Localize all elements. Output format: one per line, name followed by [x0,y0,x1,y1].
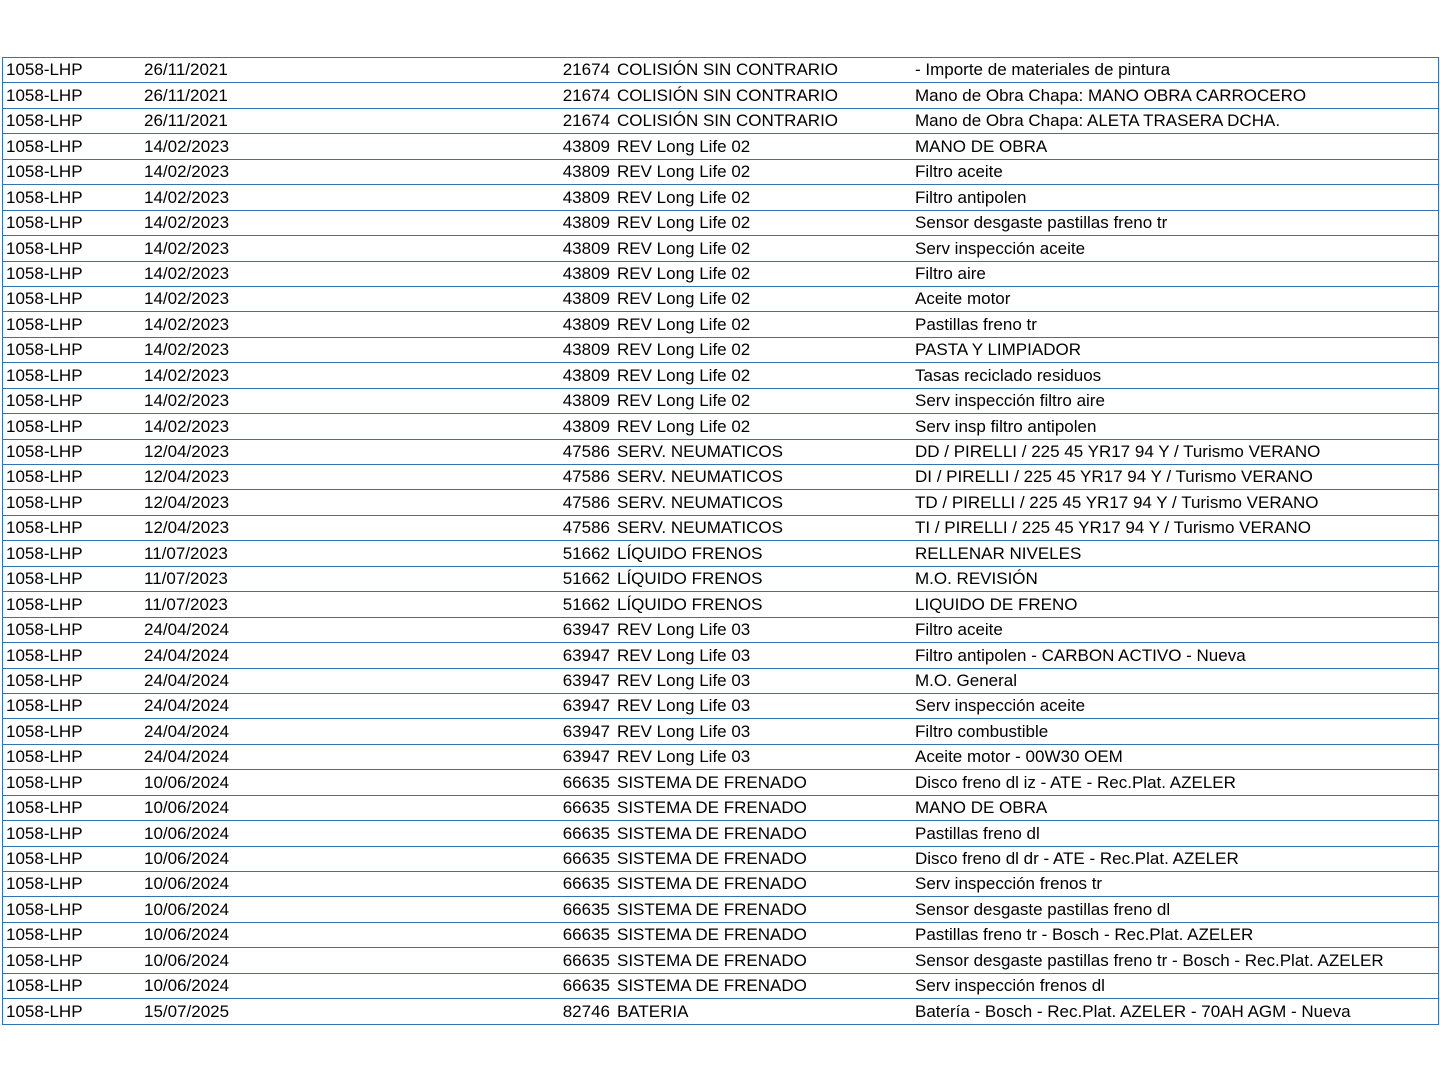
order-number-cell: 21674 [553,58,610,83]
description-cell: TI / PIRELLI / 225 45 YR17 94 Y / Turismo VERANO [915,515,1439,540]
service-type-cell: SISTEMA DE FRENADO [610,872,915,897]
date-cell: 12/04/2023 [144,465,553,490]
description-cell: Aceite motor [915,286,1439,311]
plate-cell: 1058-LHP [3,414,145,439]
table-row [3,337,1439,362]
table-row [3,159,1439,184]
plate-cell: 1058-LHP [3,363,145,388]
plate-cell: 1058-LHP [3,948,145,973]
date-cell: 24/04/2024 [144,719,553,744]
table-row [3,693,1439,718]
service-type-cell: REV Long Life 03 [610,617,915,642]
order-number-cell: 66635 [553,846,610,871]
service-type-cell: REV Long Life 02 [610,286,915,311]
order-number-cell: 43809 [553,337,610,362]
plate-cell: 1058-LHP [3,541,145,566]
service-type-cell: REV Long Life 02 [610,337,915,362]
order-number-cell: 43809 [553,236,610,261]
plate-cell: 1058-LHP [3,465,145,490]
description-cell: Pastillas freno dl [915,821,1439,846]
plate-cell: 1058-LHP [3,236,145,261]
table-row [3,999,1439,1024]
plate-cell: 1058-LHP [3,897,145,922]
order-number-cell: 47586 [553,515,610,540]
plate-cell: 1058-LHP [3,439,145,464]
description-cell: Pastillas freno tr [915,312,1439,337]
table-row [3,108,1439,133]
service-type-cell: REV Long Life 02 [610,414,915,439]
order-number-cell: 63947 [553,693,610,718]
description-cell: Serv inspección frenos tr [915,872,1439,897]
description-cell: Batería - Bosch - Rec.Plat. AZELER - 70AH AGM - Nueva [915,999,1439,1024]
description-cell: DI / PIRELLI / 225 45 YR17 94 Y / Turismo VERANO [915,465,1439,490]
table-row [3,515,1439,540]
table-row [3,846,1439,871]
order-number-cell: 43809 [553,185,610,210]
table-row [3,363,1439,388]
service-type-cell: REV Long Life 03 [610,744,915,769]
service-type-cell: REV Long Life 02 [610,388,915,413]
table-row [3,566,1439,591]
date-cell: 14/02/2023 [144,134,553,159]
date-cell: 26/11/2021 [144,83,553,108]
date-cell: 14/02/2023 [144,286,553,311]
table-row [3,261,1439,286]
order-number-cell: 43809 [553,388,610,413]
date-cell: 24/04/2024 [144,643,553,668]
service-type-cell: REV Long Life 02 [610,261,915,286]
order-number-cell: 66635 [553,872,610,897]
date-cell: 12/04/2023 [144,439,553,464]
order-number-cell: 51662 [553,566,610,591]
plate-cell: 1058-LHP [3,770,145,795]
plate-cell: 1058-LHP [3,668,145,693]
description-cell: Disco freno dl iz - ATE - Rec.Plat. AZELER [915,770,1439,795]
order-number-cell: 66635 [553,948,610,973]
service-type-cell: REV Long Life 02 [610,185,915,210]
table-body [3,58,1439,1025]
date-cell: 10/06/2024 [144,770,553,795]
service-type-cell: SISTEMA DE FRENADO [610,821,915,846]
table-row [3,490,1439,515]
date-cell: 10/06/2024 [144,872,553,897]
description-cell: Mano de Obra Chapa: ALETA TRASERA DCHA. [915,108,1439,133]
service-type-cell: SISTEMA DE FRENADO [610,795,915,820]
order-number-cell: 63947 [553,719,610,744]
description-cell: Serv insp filtro antipolen [915,414,1439,439]
plate-cell: 1058-LHP [3,846,145,871]
plate-cell: 1058-LHP [3,134,145,159]
description-cell: Serv inspección frenos dl [915,973,1439,998]
description-cell: DD / PIRELLI / 225 45 YR17 94 Y / Turismo VERANO [915,439,1439,464]
description-cell: Filtro antipolen - CARBON ACTIVO - Nueva [915,643,1439,668]
date-cell: 10/06/2024 [144,948,553,973]
table-row [3,643,1439,668]
service-type-cell: SISTEMA DE FRENADO [610,897,915,922]
plate-cell: 1058-LHP [3,999,145,1024]
order-number-cell: 63947 [553,668,610,693]
service-type-cell: REV Long Life 02 [610,312,915,337]
table-row [3,922,1439,947]
table-row [3,668,1439,693]
description-cell: LIQUIDO DE FRENO [915,592,1439,617]
order-number-cell: 47586 [553,465,610,490]
service-type-cell: SERV. NEUMATICOS [610,439,915,464]
date-cell: 24/04/2024 [144,617,553,642]
date-cell: 10/06/2024 [144,846,553,871]
plate-cell: 1058-LHP [3,617,145,642]
service-type-cell: COLISIÓN SIN CONTRARIO [610,58,915,83]
service-type-cell: REV Long Life 03 [610,719,915,744]
table-row [3,286,1439,311]
order-number-cell: 51662 [553,541,610,566]
table-row [3,236,1439,261]
date-cell: 24/04/2024 [144,668,553,693]
description-cell: MANO DE OBRA [915,134,1439,159]
service-type-cell: SISTEMA DE FRENADO [610,948,915,973]
description-cell: Filtro aceite [915,617,1439,642]
description-cell: Filtro aceite [915,159,1439,184]
description-cell: Serv inspección aceite [915,236,1439,261]
plate-cell: 1058-LHP [3,83,145,108]
table-row [3,948,1439,973]
service-type-cell: REV Long Life 03 [610,643,915,668]
description-cell: M.O. REVISIÓN [915,566,1439,591]
description-cell: RELLENAR NIVELES [915,541,1439,566]
plate-cell: 1058-LHP [3,108,145,133]
service-type-cell: LÍQUIDO FRENOS [610,566,915,591]
order-number-cell: 66635 [553,795,610,820]
plate-cell: 1058-LHP [3,58,145,83]
table-row [3,414,1439,439]
description-cell: - Importe de materiales de pintura [915,58,1439,83]
plate-cell: 1058-LHP [3,159,145,184]
date-cell: 14/02/2023 [144,363,553,388]
table-row [3,973,1439,998]
description-cell: Serv inspección aceite [915,693,1439,718]
plate-cell: 1058-LHP [3,973,145,998]
order-number-cell: 66635 [553,922,610,947]
service-type-cell: REV Long Life 02 [610,210,915,235]
table-row [3,185,1439,210]
service-type-cell: SISTEMA DE FRENADO [610,770,915,795]
plate-cell: 1058-LHP [3,185,145,210]
date-cell: 14/02/2023 [144,236,553,261]
order-number-cell: 66635 [553,973,610,998]
plate-cell: 1058-LHP [3,210,145,235]
service-type-cell: REV Long Life 03 [610,668,915,693]
date-cell: 24/04/2024 [144,693,553,718]
order-number-cell: 21674 [553,83,610,108]
description-cell: MANO DE OBRA [915,795,1439,820]
plate-cell: 1058-LHP [3,922,145,947]
service-type-cell: SERV. NEUMATICOS [610,465,915,490]
table-row [3,795,1439,820]
order-number-cell: 43809 [553,210,610,235]
service-type-cell: SERV. NEUMATICOS [610,515,915,540]
plate-cell: 1058-LHP [3,566,145,591]
description-cell: Aceite motor - 00W30 OEM [915,744,1439,769]
order-number-cell: 43809 [553,312,610,337]
service-type-cell: LÍQUIDO FRENOS [610,592,915,617]
service-type-cell: COLISIÓN SIN CONTRARIO [610,108,915,133]
service-type-cell: SISTEMA DE FRENADO [610,846,915,871]
service-type-cell: SISTEMA DE FRENADO [610,973,915,998]
table-row [3,744,1439,769]
table-row [3,83,1439,108]
table-row [3,872,1439,897]
date-cell: 14/02/2023 [144,210,553,235]
plate-cell: 1058-LHP [3,592,145,617]
plate-cell: 1058-LHP [3,872,145,897]
date-cell: 15/07/2025 [144,999,553,1024]
table-row [3,719,1439,744]
description-cell: Pastillas freno tr - Bosch - Rec.Plat. AZELER [915,922,1439,947]
description-cell: Filtro aire [915,261,1439,286]
plate-cell: 1058-LHP [3,286,145,311]
service-type-cell: SERV. NEUMATICOS [610,490,915,515]
date-cell: 11/07/2023 [144,541,553,566]
description-cell: M.O. General [915,668,1439,693]
description-cell: Sensor desgaste pastillas freno dl [915,897,1439,922]
description-cell: Mano de Obra Chapa: MANO OBRA CARROCERO [915,83,1439,108]
table-row [3,388,1439,413]
order-number-cell: 43809 [553,286,610,311]
table-row [3,210,1439,235]
date-cell: 10/06/2024 [144,922,553,947]
order-number-cell: 21674 [553,108,610,133]
date-cell: 14/02/2023 [144,159,553,184]
order-number-cell: 47586 [553,439,610,464]
service-type-cell: REV Long Life 02 [610,363,915,388]
plate-cell: 1058-LHP [3,643,145,668]
order-number-cell: 43809 [553,261,610,286]
plate-cell: 1058-LHP [3,744,145,769]
order-number-cell: 66635 [553,770,610,795]
service-type-cell: BATERIA [610,999,915,1024]
order-number-cell: 63947 [553,643,610,668]
date-cell: 10/06/2024 [144,897,553,922]
date-cell: 14/02/2023 [144,388,553,413]
date-cell: 14/02/2023 [144,337,553,362]
order-number-cell: 66635 [553,897,610,922]
service-type-cell: REV Long Life 03 [610,693,915,718]
service-history-sheet [2,57,1439,1025]
description-cell: Filtro combustible [915,719,1439,744]
table-row [3,134,1439,159]
service-type-cell: LÍQUIDO FRENOS [610,541,915,566]
order-number-cell: 43809 [553,363,610,388]
order-number-cell: 66635 [553,821,610,846]
date-cell: 10/06/2024 [144,821,553,846]
table-row [3,439,1439,464]
date-cell: 14/02/2023 [144,261,553,286]
description-cell: Serv inspección filtro aire [915,388,1439,413]
date-cell: 26/11/2021 [144,108,553,133]
table-row [3,541,1439,566]
table-row [3,770,1439,795]
date-cell: 26/11/2021 [144,58,553,83]
date-cell: 10/06/2024 [144,795,553,820]
service-type-cell: REV Long Life 02 [610,159,915,184]
service-history-table [2,57,1439,1025]
description-cell: TD / PIRELLI / 225 45 YR17 94 Y / Turismo VERANO [915,490,1439,515]
date-cell: 14/02/2023 [144,312,553,337]
table-row [3,617,1439,642]
table-row [3,821,1439,846]
order-number-cell: 63947 [553,617,610,642]
order-number-cell: 82746 [553,999,610,1024]
order-number-cell: 43809 [553,414,610,439]
table-row [3,897,1439,922]
plate-cell: 1058-LHP [3,312,145,337]
order-number-cell: 51662 [553,592,610,617]
plate-cell: 1058-LHP [3,515,145,540]
plate-cell: 1058-LHP [3,693,145,718]
order-number-cell: 43809 [553,159,610,184]
service-type-cell: REV Long Life 02 [610,236,915,261]
table-row [3,592,1439,617]
table-row [3,58,1439,83]
plate-cell: 1058-LHP [3,261,145,286]
description-cell: PASTA Y LIMPIADOR [915,337,1439,362]
description-cell: Tasas reciclado residuos [915,363,1439,388]
date-cell: 12/04/2023 [144,515,553,540]
order-number-cell: 63947 [553,744,610,769]
plate-cell: 1058-LHP [3,719,145,744]
service-type-cell: REV Long Life 02 [610,134,915,159]
date-cell: 11/07/2023 [144,566,553,591]
date-cell: 14/02/2023 [144,414,553,439]
order-number-cell: 43809 [553,134,610,159]
description-cell: Filtro antipolen [915,185,1439,210]
date-cell: 11/07/2023 [144,592,553,617]
date-cell: 10/06/2024 [144,973,553,998]
service-type-cell: COLISIÓN SIN CONTRARIO [610,83,915,108]
plate-cell: 1058-LHP [3,795,145,820]
plate-cell: 1058-LHP [3,821,145,846]
plate-cell: 1058-LHP [3,388,145,413]
order-number-cell: 47586 [553,490,610,515]
description-cell: Disco freno dl dr - ATE - Rec.Plat. AZELER [915,846,1439,871]
date-cell: 12/04/2023 [144,490,553,515]
table-row [3,312,1439,337]
date-cell: 14/02/2023 [144,185,553,210]
plate-cell: 1058-LHP [3,490,145,515]
date-cell: 24/04/2024 [144,744,553,769]
plate-cell: 1058-LHP [3,337,145,362]
table-row [3,465,1439,490]
description-cell: Sensor desgaste pastillas freno tr - Bosch - Rec.Plat. AZELER [915,948,1439,973]
service-type-cell: SISTEMA DE FRENADO [610,922,915,947]
description-cell: Sensor desgaste pastillas freno tr [915,210,1439,235]
